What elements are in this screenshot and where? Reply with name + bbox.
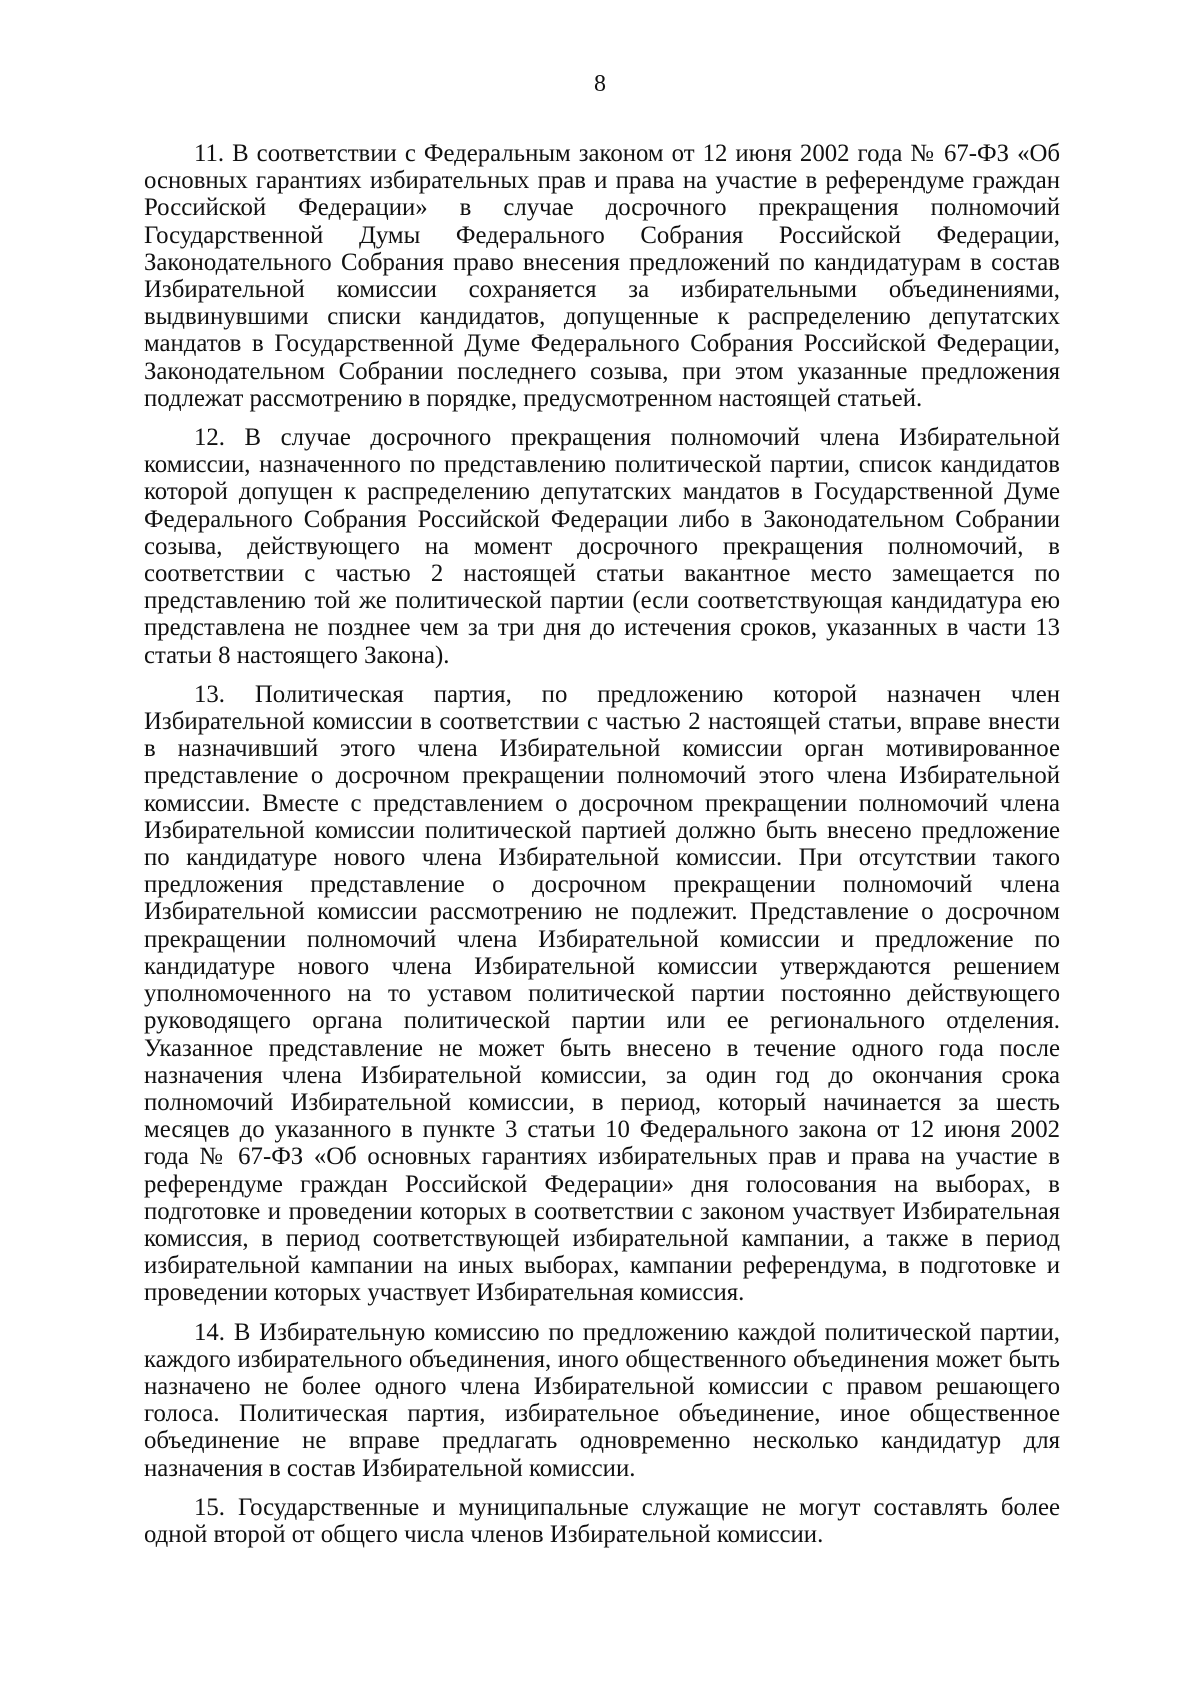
paragraph-15: 15. Государственные и муниципальные служащие не могут составлять более одной второй от общего числа членов Избирательной комиссии. (144, 1493, 1060, 1548)
document-body (144, 140, 1060, 1560)
paragraph-14: 14. В Избирательную комиссию по предложению каждой политической партии, каждого избирательного объединения, иного общественного объединения может быть назначено не более одного члена Избирательной комиссии с правом решающего голоса. Политическая партия, избирательное объединение, иное общественное объединение не вправе предлагать одновременно несколько кандидатур для назначения в состав Избирательной комиссии. (144, 1318, 1060, 1482)
page-number: 8 (594, 71, 606, 97)
paragraph-11: 11. В соответствии с Федеральным законом от 12 июня 2002 года № 67-ФЗ «Об основных гарантиях избирательных прав и права на участие в референдуме граждан Российской Федерации» в случае досрочного прекращения полномочий Государственной Думы Федерального Собрания Российской Федерации, Законодательного Собрания право внесения предложений по кандидатурам в состав Избирательной комиссии сохраняется за избирательными объединениями, выдвинувшими списки кандидатов, допущенные к распределению депутатских мандатов в Государственной Думе Федерального Собрания Российской Федерации, Законодательном Собрании последнего созыва, при этом указанные предложения подлежат рассмотрению в порядке, предусмотренном настоящей статьей. (144, 140, 1060, 412)
paragraph-13: 13. Политическая партия, по предложению которой назначен член Избирательной комиссии в соответствии с частью 2 настоящей статьи, вправе внести в назначивший этого члена Избирательной комиссии орган мотивированное представление о досрочном прекращении полномочий этого члена Избирательной комиссии. Вместе с представлением о досрочном прекращении полномочий члена Избирательной комиссии политической партией должно быть внесено предложение по кандидатуре нового члена Избирательной комиссии. При отсутствии такого предложения представление о досрочном прекращении полномочий члена Избирательной комиссии рассмотрению не подлежит. Представление о досрочном прекращении полномочий члена Избирательной комиссии и предложение по кандидатуре нового члена Избирательной комиссии утверждаются решением уполномоченного на то уставом политической партии постоянно действующего руководящего органа политической партии или ее регионального отделения. Указанное представление не может быть внесено в течение одного года после назначения члена Избирательной комиссии, за один год до окончания срока полномочий Избирательной комиссии, в период, который начинается за шесть месяцев до указанного в пункте 3 статьи 10 Федерального закона от 12 июня 2002 года № 67-ФЗ «Об основных гарантиях избирательных прав и права на участие в референдуме граждан Российской Федерации» дня голосования на выборах, в подготовке и проведении которых в соответствии с законом участвует Избирательная комиссия, в период соответствующей избирательной кампании, а также в период избирательной кампании на иных выборах, кампании референдума, в подготовке и проведении которых участвует Избирательная комиссия. (144, 680, 1060, 1307)
paragraph-12: 12. В случае досрочного прекращения полномочий члена Избирательной комиссии, назначенного по представлению политической партии, список кандидатов которой допущен к распределению депутатских мандатов в Государственной Думе Федерального Собрания Российской Федерации либо в Законодательном Собрании созыва, действующего на момент досрочного прекращения полномочий, в соответствии с частью 2 настоящей статьи вакантное место замещается по представлению той же политической партии (если соответствующая кандидатура ею представлена не позднее чем за три дня до истечения сроков, указанных в части 13 статьи 8 настоящего Закона). (144, 424, 1060, 669)
